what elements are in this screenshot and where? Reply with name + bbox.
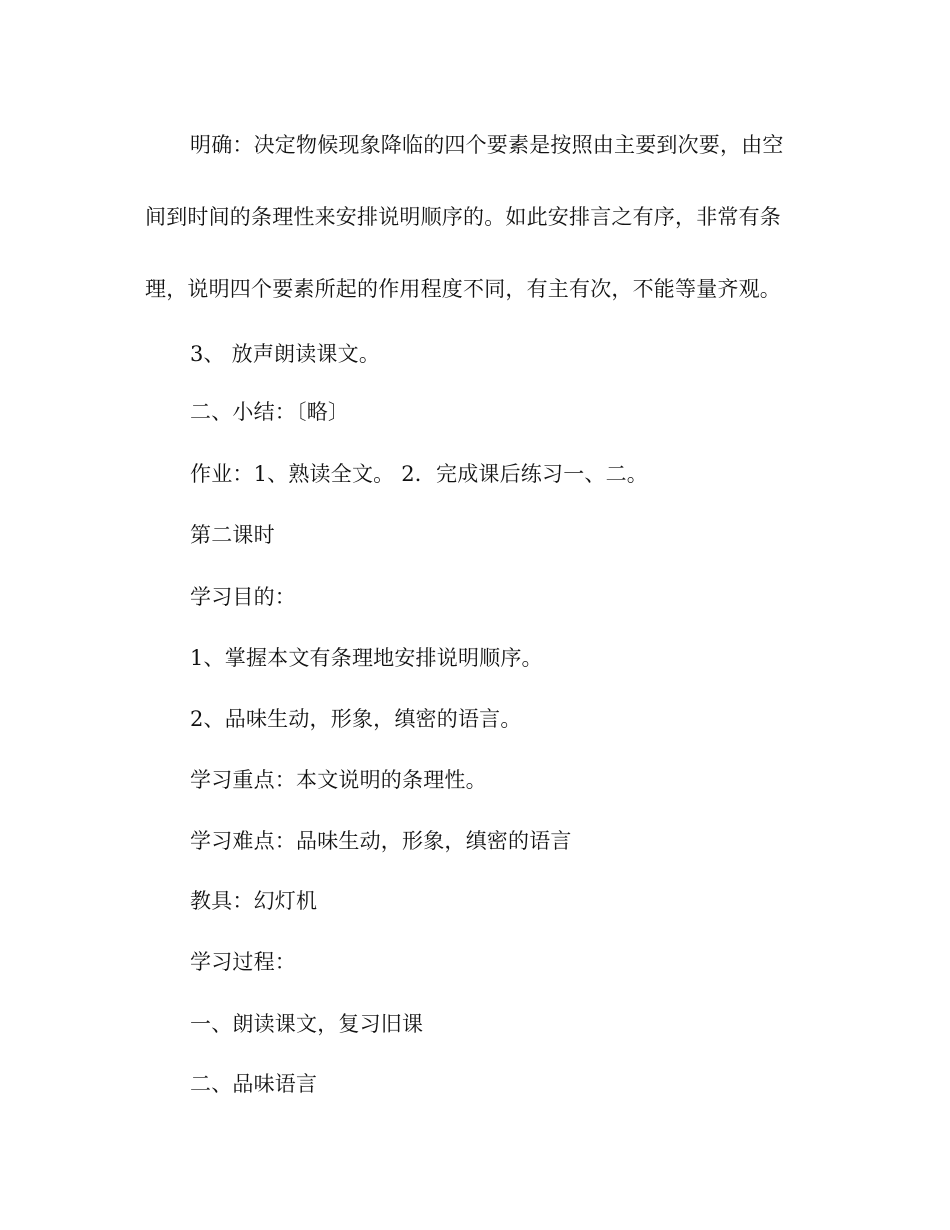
section-summary: 二、小结：〔略〕 (190, 400, 350, 424)
paragraph-line-2: 间到时间的条理性来安排说明顺序的。如此安排言之有序，非常有条 (145, 205, 781, 229)
goal-item-2: 2、品味生动，形象，缜密的语言。 (190, 707, 522, 731)
process-step-1: 一、朗读课文，复习旧课 (190, 1012, 424, 1036)
paragraph-line-1: 明确：决定物候现象降临的四个要素是按照由主要到次要，由空 (190, 133, 784, 157)
difficulty-line: 学习难点：品味生动，形象，缜密的语言 (190, 829, 572, 853)
key-point-line: 学习重点：本文说明的条理性。 (190, 768, 487, 792)
process-step-2: 二、品味语言 (190, 1072, 318, 1096)
teaching-aid-line: 教具：幻灯机 (190, 889, 318, 913)
goal-item-1: 1、掌握本文有条理地安排说明顺序。 (190, 646, 543, 670)
homework-line: 作业：1、熟读全文。 2．完成课后练习一、二。 (190, 462, 648, 486)
lesson-heading: 第二课时 (190, 523, 275, 547)
process-heading: 学习过程： (190, 950, 296, 974)
goals-heading: 学习目的： (190, 585, 296, 609)
step-read-aloud: 3、 放声朗读课文。 (190, 342, 381, 366)
paragraph-line-3: 理，说明四个要素所起的作用程度不同，有主有次，不能等量齐观。 (145, 277, 781, 301)
